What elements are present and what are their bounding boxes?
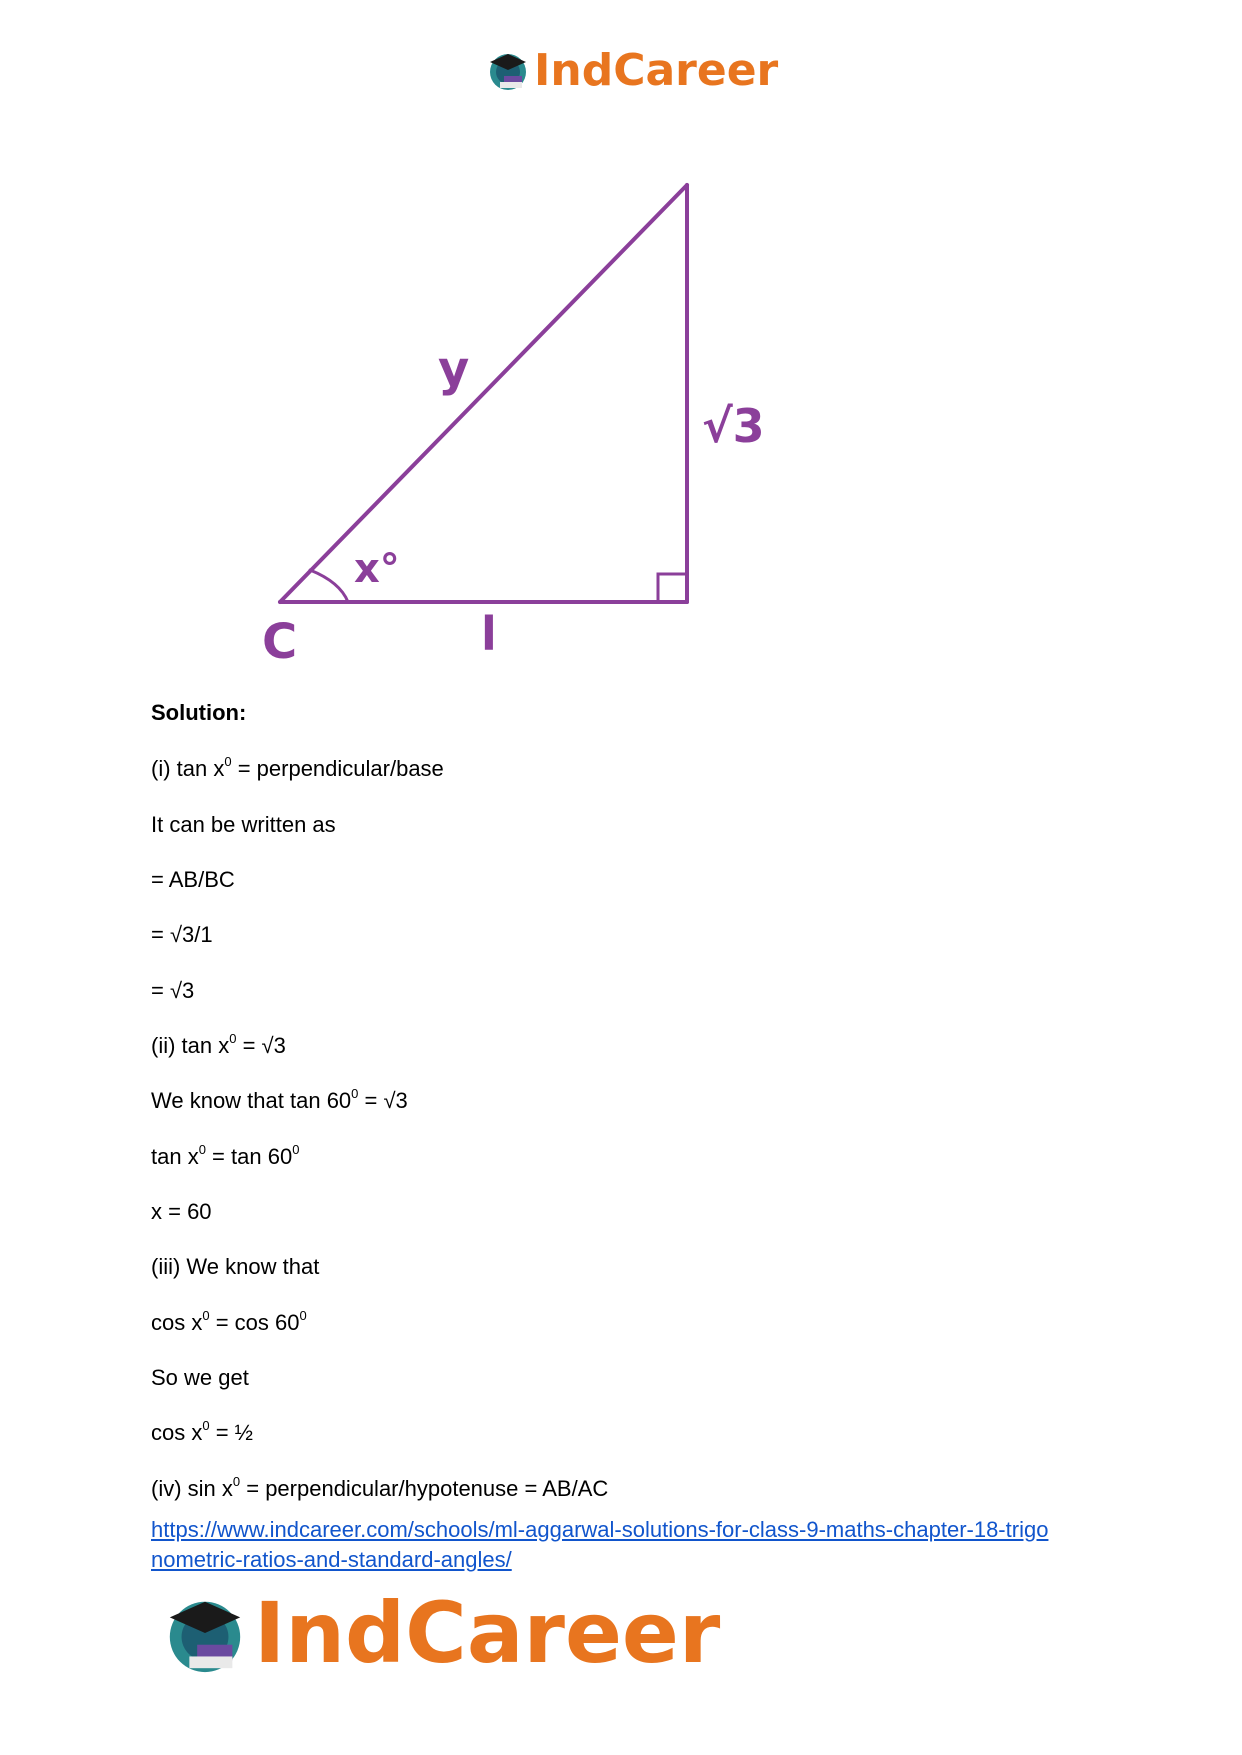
solution-line-6: (ii) $\tan x^0 = √3$ xyxy=(151,1030,286,1058)
triangle-diagram xyxy=(240,170,800,670)
perpendicular-label: √3 xyxy=(702,399,765,453)
solution-heading: Solution: xyxy=(151,700,247,725)
graduation-book-globe-icon xyxy=(162,1590,248,1676)
solution-line-9: x = 60 xyxy=(151,1199,212,1224)
solution-line-4: = √3/1 xyxy=(151,922,213,947)
source-link-block xyxy=(151,1515,1091,1575)
solution-line-13: $\cos x^0$ = ½ xyxy=(151,1417,254,1445)
brand-name: IndCareer xyxy=(534,44,779,96)
base-label: l xyxy=(481,607,497,661)
vertex-c-label: C xyxy=(262,614,298,670)
footer-logo xyxy=(162,1585,720,1680)
hypotenuse-label: y xyxy=(438,341,470,397)
solution-line-5: = √3 xyxy=(151,978,195,1003)
solution-line-1: (i) $\tan x^0$ = perpendicular/base xyxy=(151,753,444,781)
solution-line-14: (iv) $\sin x^0$ = perpendicular/hypotenuse = AB/AC xyxy=(151,1473,609,1501)
brand-name: IndCareer xyxy=(254,1583,721,1682)
header-logo xyxy=(486,40,778,100)
solution-line-2: It can be written as xyxy=(151,812,336,837)
solution-line-10: (iii) We know that xyxy=(151,1254,320,1279)
right-angle-marker xyxy=(658,574,687,602)
hypotenuse-line xyxy=(280,185,687,602)
solution-line-12: So we get xyxy=(151,1365,249,1390)
graduation-book-globe-icon xyxy=(486,48,530,92)
solution-line-11: $\cos x^0 = \cos 60^0$ xyxy=(151,1307,307,1335)
source-link[interactable]: https://www.indcareer.com/schools/ml-aggarwal-solutions-for-class-9-maths-chapter-18-trigo nometric-ratios-and-standard-angles/ xyxy=(151,1517,1049,1572)
solution-line-7: We know that $\tan 60^0 = √3$ xyxy=(151,1085,408,1113)
angle-label: x° xyxy=(354,546,400,592)
solution-line-8: $\tan x^0 = \tan 60^0$ xyxy=(151,1141,300,1169)
angle-arc xyxy=(310,570,348,602)
solution-line-3: = AB/BC xyxy=(151,867,235,892)
